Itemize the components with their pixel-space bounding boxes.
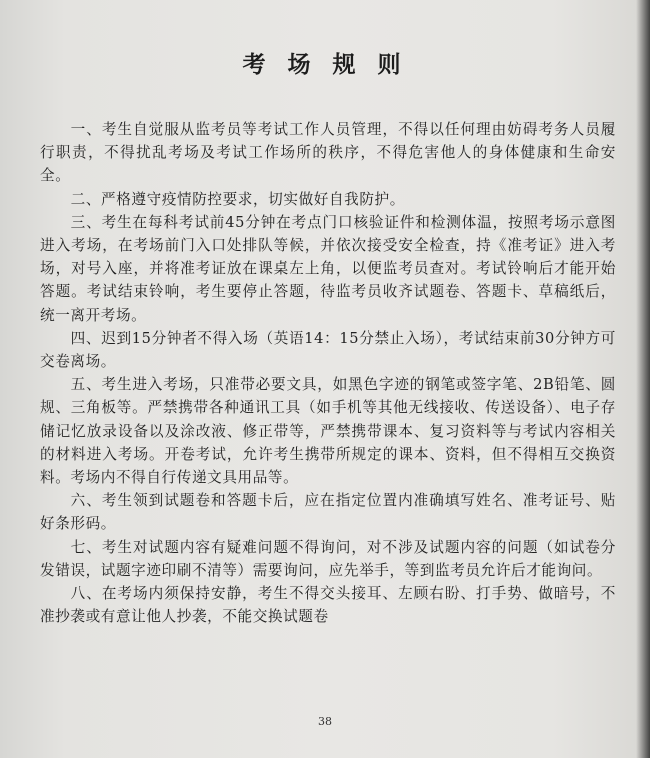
- page-number: 38: [318, 715, 332, 728]
- rule-paragraph-7: 七、考生对试题内容有疑难问题不得询问，对不涉及试题内容的问题（如试卷分发错误，试题字迹印刷不清等）需要询问，应先举手，等到监考员允许后才能询问。: [40, 538, 616, 579]
- rule-paragraph-6: 六、考生领到试题卷和答题卡后，应在指定位置内准确填写姓名、准考证号、贴好条形码。: [40, 492, 616, 533]
- rule-paragraph-8: 八、在考场内须保持安静，考生不得交头接耳、左顾右盼、打手势、做暗号，不准抄袭或有意让他人抄袭，不能交换试题卷: [40, 585, 616, 626]
- rule-paragraph-4: 四、迟到15分钟者不得入场（英语14：15分禁止入场），考试结束前30分钟方可交卷离场。: [40, 329, 616, 371]
- rule-paragraph-1: 一、考生自觉服从监考员等考试工作人员管理，不得以任何理由妨碍考务人员履行职责，不得扰乱考场及考试工作场所的秩序，不得危害他人的身体健康和生命安全。: [40, 121, 616, 185]
- rule-paragraph-5: 五、考生进入考场，只准带必要文具，如黑色字迹的钢笔或签字笔、2B铅笔、圆规、三角板等。严禁携带各种通讯工具（如手机等其他无线接收、传送设备）、电子存储记忆放录设备以及涂改液、修正带等，严禁携带课本、复习资料等与考试内容相关的材料进入考场。开卷考试，允许考生携带所规定的课本、资料，但不得相互交换资料。考场内不得自行传递文具用品等。: [40, 376, 616, 487]
- rule-paragraph-2: 二、严格遵守疫情防控要求，切实做好自我防护。: [70, 190, 405, 208]
- page-edge-shadow: [636, 0, 650, 758]
- rule-paragraph-3: 三、考生在每科考试前45分钟在考点门口核验证件和检测体温，按照考场示意图进入考场，在考场前门入口处排队等候，并依次接受安全检查，持《准考证》进入考场，对号入座，并将准考证放在课桌左上角，以便监考员查对。考试铃响后才能开始答题。考试结束铃响，考生要停止答题，待监考员收齐试题卷、答题卡、草稿纸后，统一离开考场。: [40, 213, 616, 324]
- rules-body: [40, 118, 616, 628]
- page-title: 考 场 规 则: [242, 51, 408, 78]
